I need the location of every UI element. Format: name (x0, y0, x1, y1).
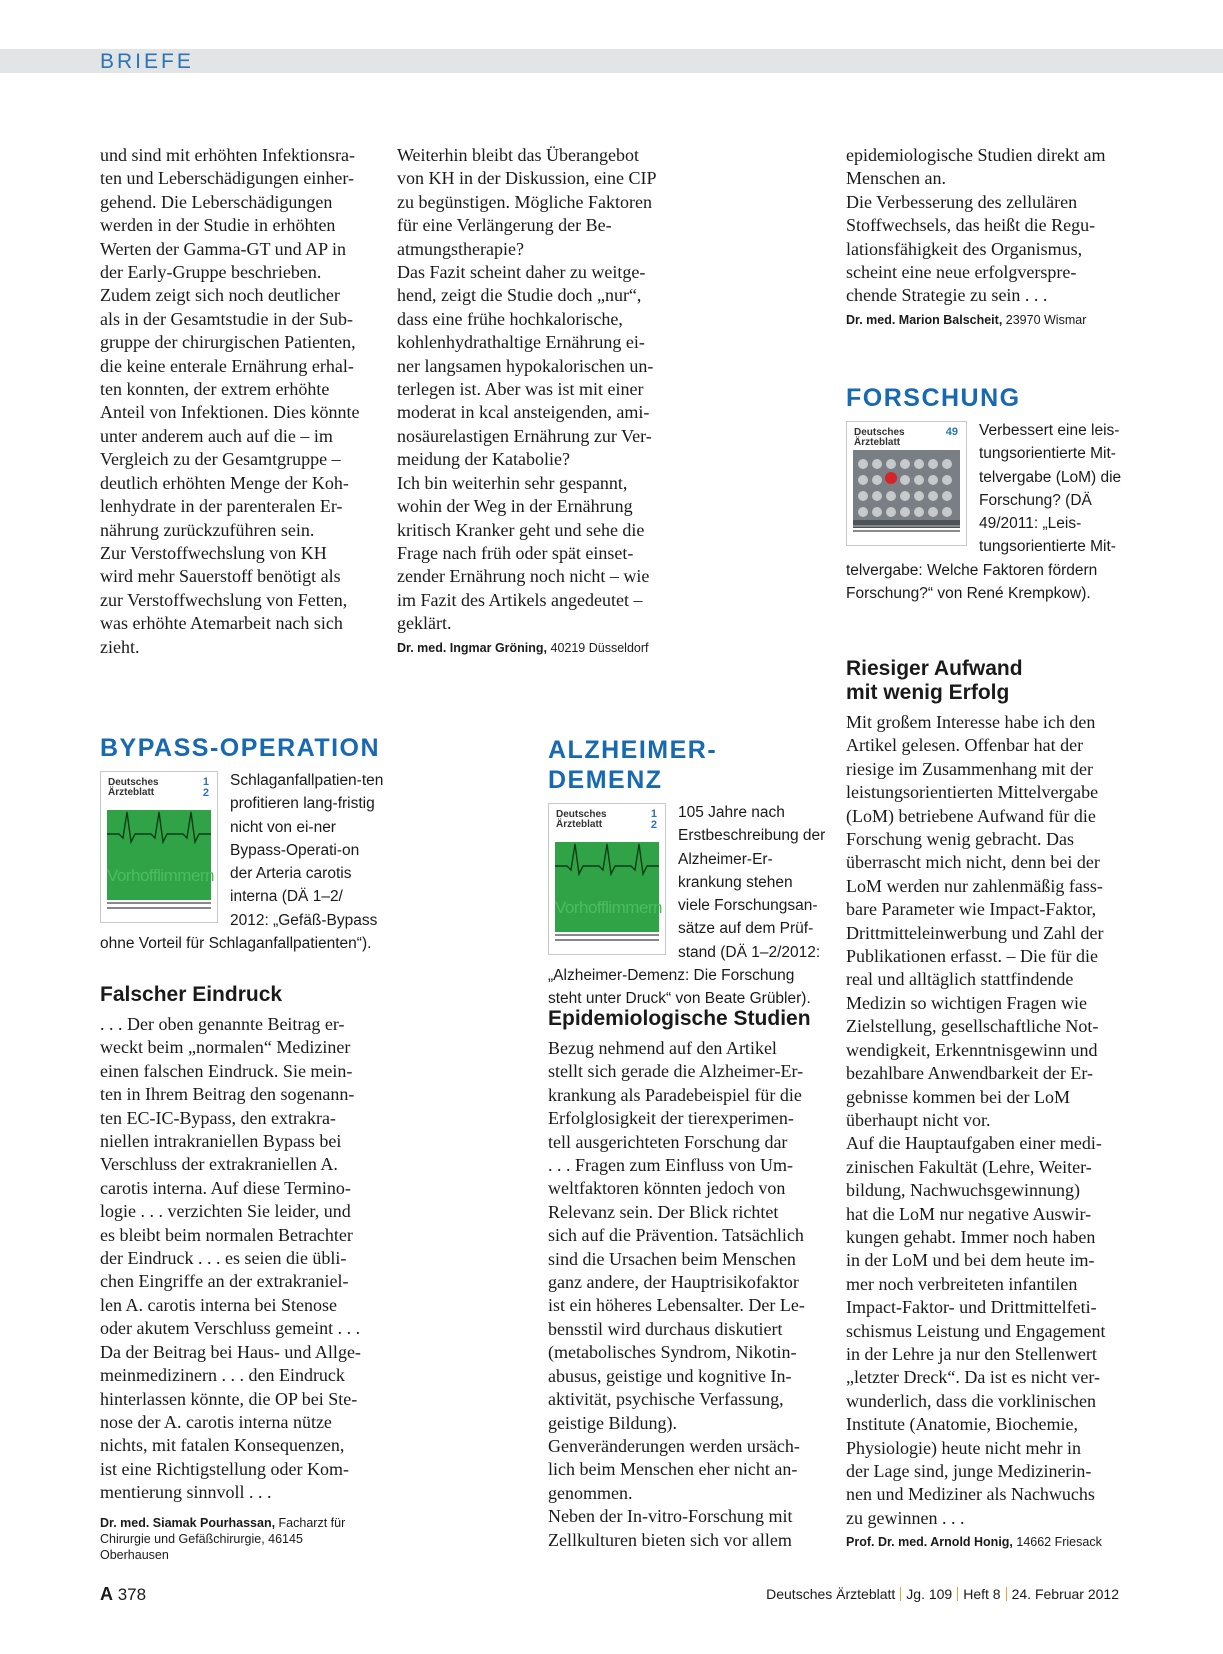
letter-continuation-col3 (846, 144, 1131, 328)
footer-divider (900, 1587, 901, 1601)
letter-continuation-col2 (397, 144, 677, 656)
letter-headline: Falscher Eindruck (100, 983, 283, 1006)
teaser-text: Schlaganfallpatien-ten profitieren lang-fristig nicht von ei-ner Bypass-Operati-on der Arteria carotis interna (DÄ 1–2/ 2012: „Gefäß-Bypass ohne Vorteil für Schlaganfallpatienten“). (100, 772, 384, 953)
journal-cover-thumbnail[interactable]: Deutsches Ärzteblatt 1 2 Vorhofflimmern (100, 771, 218, 923)
letter-body: Weiterhin bleibt das Überangebot von KH in der Diskussion, eine CIP zu begünstigen. Mögliche Faktoren für eine Verlängerung der Be- atmungstherapie? Das Fazit scheint daher zu weitge- hend, zeigt die Studie doch „nur“, dass eine frühe hochkalorische, kohlenhydrathaltige Ernährung ei- ner langsamen hypokalorischen un- terlegen ist. Aber was ist mit einer moderat in kcal ansteigenden, ami- nosäurelastigen Ernährung zur Ver- meidung der Katabolie? Ich bin weiterhin sehr gespannt, wohin der Weg in der Ernährung kritisch Kranker geht und sehe die Frage nach früh oder spät einset- zender Ernährung noch nicht – wie im Fazit des Artikels angedeutet – geklärt. (397, 145, 657, 634)
topic-forschung (846, 383, 1131, 605)
ecg-graphic (555, 840, 659, 880)
cover-graphic (853, 450, 960, 528)
cover-image (853, 450, 960, 528)
topic-title: ALZHEIMER-DEMENZ (548, 736, 718, 794)
footer-divider (957, 1587, 958, 1601)
journal-footer (766, 1586, 1119, 1602)
ecg-graphic (107, 808, 211, 848)
letter-signature: Prof. Dr. med. Arnold Honig, 14662 Friesack (846, 1535, 1102, 1550)
letter-body: und sind mit erhöhten Infektionsra- ten und Leberschädigungen einher- gehend. Die Leberschädigungen werden in der Studie in erhöhten Werten der Gamma-GT und AP in der Early-Gruppe beschrieben. Zudem zeigt sich noch deutlicher als in der Gesamtstudie in der Sub- gruppe der chirurgischen Patienten, die keine enterale Ernährung erhal- ten konnten, der extrem erhöhte Anteil von Infektionen. Dies könnte unter anderem auch auf die – im Vergleich zu der Gesamtgruppe – deutlich erhöhten Menge der Koh- lenhydrate in der parenteralen Er- nährung zurückzuführen sein. Zur Verstoffwechslung von KH wird mehr Sauerstoff benötigt als zur Verstoffwechslung von Fetten, was erhöhte Atemarbeit nach sich zieht. (100, 145, 360, 657)
teaser-text: Verbessert eine leis-tungsorientierte Mit-telvergabe (LoM) die Forschung? (DÄ 49/2011: „Leis-tungsorientierte Mit-telvergabe: Welche Faktoren fördern Forschung?“ von René Krempkow). (846, 422, 1122, 603)
letter-riesiger-aufwand (846, 657, 1131, 1550)
topic-title: BYPASS-OPERATION (100, 734, 381, 762)
section-title: BRIEFE (100, 50, 194, 73)
topic-teaser-block (100, 769, 385, 955)
cover-caption-lines (555, 934, 659, 948)
letter-continuation-col1 (100, 144, 370, 659)
topic-title: FORSCHUNG (846, 384, 1021, 412)
cover-caption-lines (853, 525, 960, 539)
letter-headline: Epidemiologische Studien (548, 1007, 811, 1030)
journal-volume: Jg. 109 (906, 1586, 953, 1602)
cover-caption-lines (107, 902, 211, 916)
journal-date: 24. Februar 2012 (1011, 1586, 1119, 1602)
letter-signature: Dr. med. Ingmar Gröning, 40219 Düsseldorf (397, 640, 649, 655)
page-number: A 378 (100, 1584, 147, 1604)
topic-teaser-block (846, 419, 1131, 605)
journal-name: Deutsches Ärzteblatt (766, 1586, 896, 1602)
letter-body: Mit großem Interesse habe ich den Artikel gelesen. Offenbar hat der riesige im Zusammenhang mit der leistungsorientierten Mittelvergabe (LoM) betriebene Aufwand für die Forschung wenig gebracht. Das überrascht mich nicht, denn bei der LoM werden nur zahlenmäßig fass- bare Parameter wie Impact-Faktor, Drittmitteleinwerbung und Zahl der Publikationen erfasst. – Die für die real und alltäglich stattfindende Medizin so wichtigen Fragen wie Zielstellung, gesellschaftliche Not- wendigkeit, Erkenntnisgewinn und bezahlbare Anwendbarkeit der Er- gebnisse kommen bei der LoM überhaupt nicht vor. Auf die Hauptaufgaben einer medi- zinischen Fakultät (Lehre, Weiter- bildung, Nachwuchsgewinnung) hat die LoM nur negative Auswir- kungen gehabt. Immer noch haben in der LoM und bei dem heute im- mer noch verbreiteten infantilen Impact-Faktor- und Drittmittelfeti- schismus Leistung und Engagement in der Lehre ja nur den Stellenwert „letzter Dreck“. Da ist es nicht ver- wunderlich, dass die vorklinischen Institute (Anatomie, Biochemie, Physiologie) heute nicht mehr in der Lage sind, junge Medizinerin- nen und Mediziner als Nachwuchs zu gewinnen . . . (846, 712, 1106, 1528)
letter-signature: Dr. med. Siamak Pourhassan, Facharzt für Chirurgie und Gefäßchirurgie, 46145 Oberhausen (100, 1515, 346, 1562)
letter-body: Bezug nehmend auf den Artikel stellt sich gerade die Alzheimer-Er- krankung als Paradebeispiel für die Erfolglosigkeit der tierexperimen- tell ausgerichteten Forschung dar . . . Fragen zum Einfluss von Um- weltfaktoren könnten jedoch von Relevanz sein. Der Blick richtet sich auf die Prävention. Tatsächlich sind die Ursachen beim Menschen ganz andere, der Hauptrisikofaktor ist ein höheres Lebensalter. Der Le- bensstil wird durchaus diskutiert (metabolisches Syndrom, Nikotin- abusus, geistige und kognitive In- aktivität, psychische Verfassung, geistige Bildung). Genveränderungen werden ursäch- lich beim Menschen eher nicht an- genommen. Neben der In-vitro-Forschung mit Zellkulturen bieten sich vor allem (548, 1038, 805, 1550)
letter-falscher-eindruck (100, 983, 370, 1563)
journal-cover-thumbnail[interactable]: Deutsches Ärzteblatt 49 (846, 421, 967, 546)
topic-bypass (100, 733, 385, 955)
journal-cover-thumbnail[interactable]: Deutsches Ärzteblatt 1 2 Vorhofflimmern (548, 803, 666, 955)
letter-headline: Riesiger Aufwand mit wenig Erfolg (846, 657, 1023, 704)
footer-divider (1006, 1587, 1007, 1601)
topic-teaser-block (548, 801, 826, 1011)
letter-signature: Dr. med. Marion Balscheit, 23970 Wismar (846, 312, 1087, 327)
letter-epidemiologische-studien (548, 1007, 826, 1552)
teaser-text: 105 Jahre nach Erstbeschreibung der Alzheimer-Er-krankung stehen viele Forschungsan-sätze auf dem Prüf-stand (DÄ 1–2/2012: „Alzheimer-Demenz: Die Forschung steht unter Druck“ von Beate Grübler). (548, 804, 826, 1008)
letter-body: epidemiologische Studien direkt am Menschen an. Die Verbesserung des zellulären Stoffwechsels, das heißt die Regu- lationsfähigkeit des Organismus, scheint eine neue erfolgverspre- chende Strategie zu sein . . . (846, 145, 1106, 306)
journal-issue: Heft 8 (963, 1586, 1001, 1602)
topic-alzheimer (548, 735, 826, 1011)
letter-body: . . . Der oben genannte Beitrag er- weckt beim „normalen“ Mediziner einen falschen Eindruck. Sie mein- ten in Ihrem Beitrag den sogenann- ten EC-IC-Bypass, den extrakra- niellen intrakraniellen Bypass bei Verschluss der extrakraniellen A. carotis interna. Auf diese Termino- logie . . . verzichten Sie leider, und es bleibt beim normalen Betrachter der Eindruck . . . es seien die übli- chen Eingriffe an der extrakraniel- len A. carotis interna bei Stenose oder akutem Verschluss gemeint . . . Da der Beitrag bei Haus- und Allge- meinmedizinern . . . den Eindruck hinterlassen könnte, die OP bei Ste- nose der A. carotis interna nütze nichts, mit fatalen Konsequenzen, ist eine Richtigstellung oder Kom- mentierung sinnvoll . . . (100, 1014, 361, 1503)
